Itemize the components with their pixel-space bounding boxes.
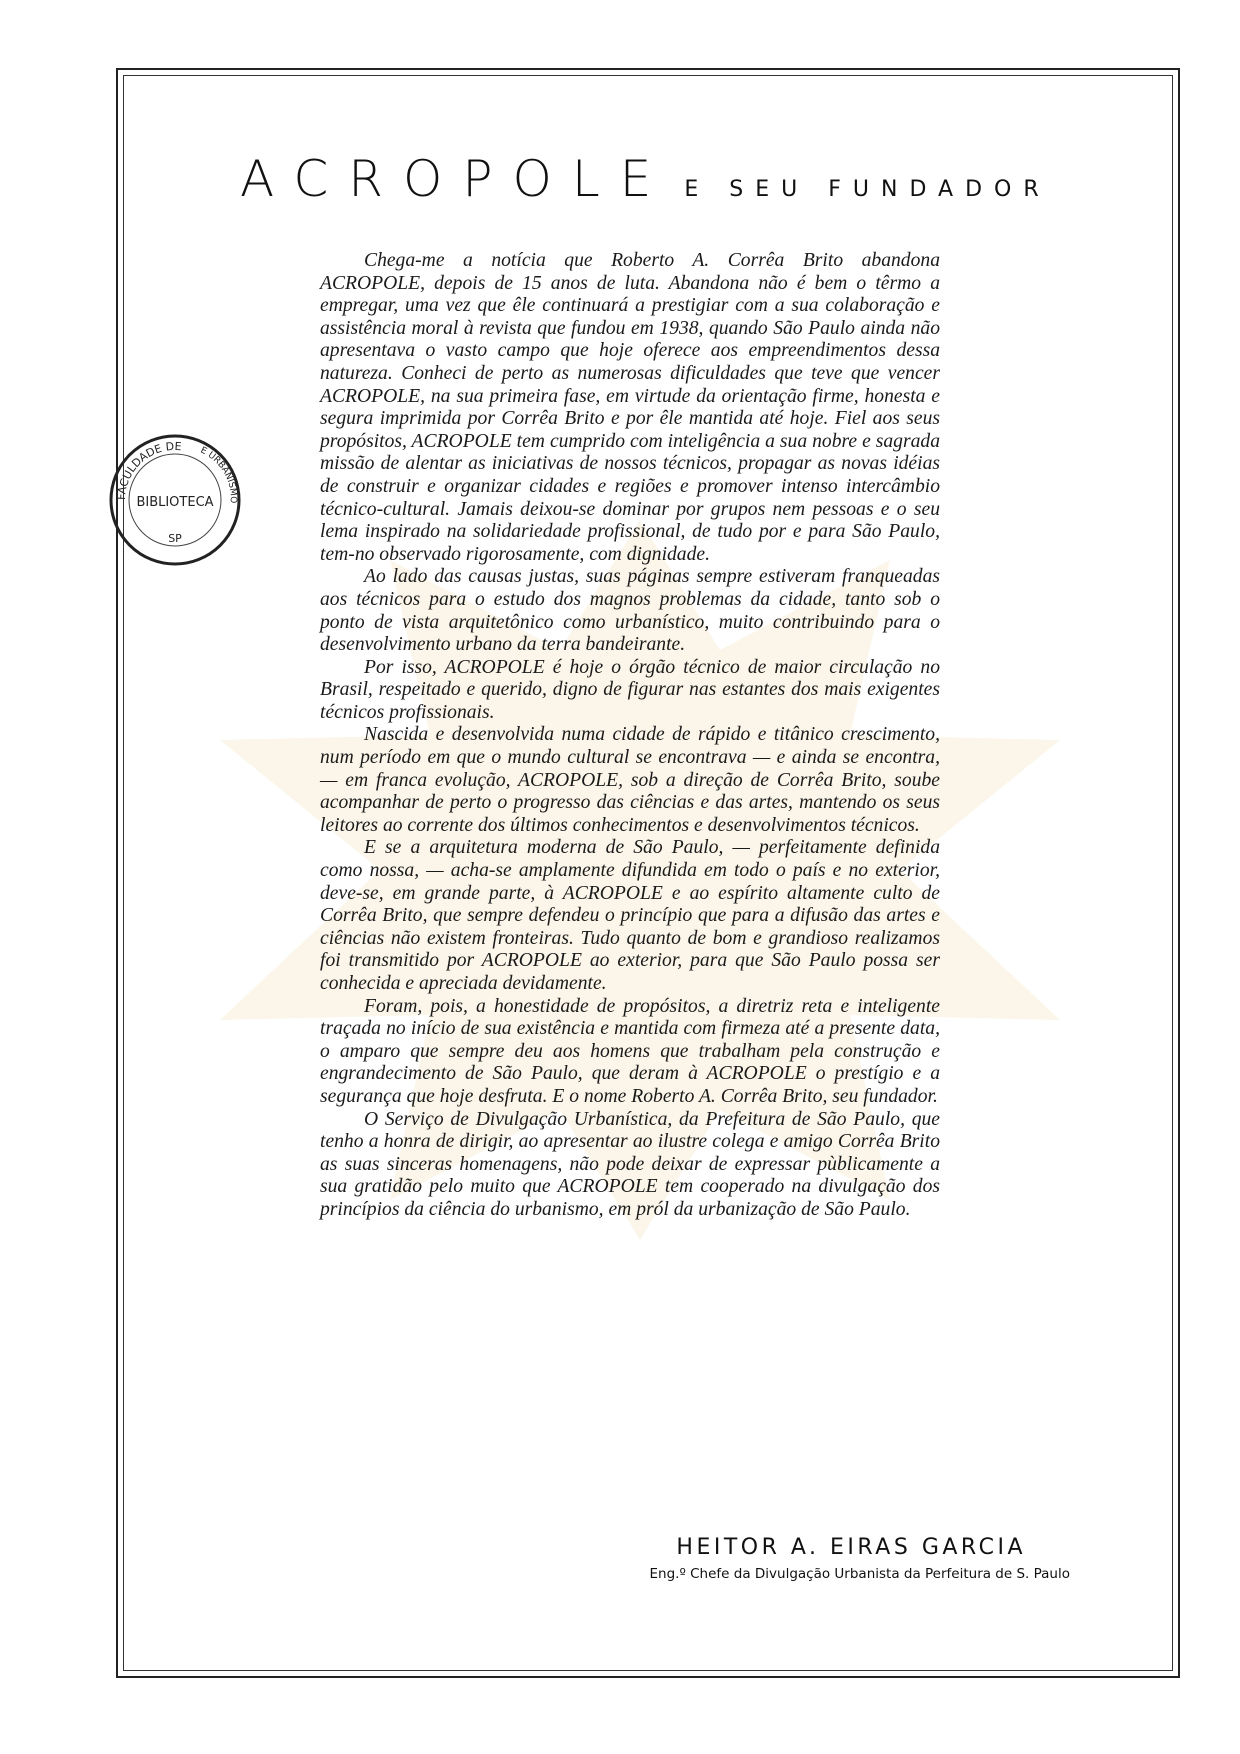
article-paragraph: Nascida e desenvolvida numa cidade de rápido e titânico crescimento, num período em que o mundo cultural se encontrava — e ainda se encontra, — em franca evolução, ACROPOLE, sob a direção de Corrêa Brito, soube acompanhar de perto o progresso das ciências e das artes, mantendo os seus leitores ao corrente dos últimos conhecimentos e desenvolvimentos técnicos. <box>320 724 940 836</box>
title-sub: E SEU FUNDADOR <box>684 177 1051 202</box>
signature-role: Eng.º Chefe da Divulgação Urbanista da Perfeitura de S. Paulo <box>649 1566 1070 1582</box>
page-title <box>240 150 1051 208</box>
stamp-top-text: FACULDADE DE <box>114 439 182 501</box>
article-paragraph: Ao lado das causas justas, suas páginas sempre estiveram franqueadas aos técnicos para o estudo dos magnos problemas da cidade, tanto sob o ponto de vista arquitetônico como urbanístico, muito contribuindo para o desenvolvimento urbano da terra bandeirante. <box>320 566 940 656</box>
signature-block <box>560 1535 1070 1582</box>
stamp-center-text: BIBLIOTECA <box>136 495 214 510</box>
signature-name: HEITOR A. EIRAS GARCIA <box>676 1535 1026 1560</box>
library-stamp <box>105 430 245 570</box>
title-main: ACROPOLE <box>240 150 672 208</box>
stamp-bottom-text: SP <box>168 532 182 545</box>
article-paragraph: E se a arquitetura moderna de São Paulo, — perfeitamente definida como nossa, — acha-se amplamente difundida em todo o país e no exterior, deve-se, em grande parte, à ACROPOLE e ao espírito altamente culto de Corrêa Brito, que sempre defendeu o princípio que para a difusão das artes e ciências não existem fronteiras. Tudo quanto de bom e grandioso realizamos foi transmitido por ACROPOLE ao exterior, para que São Paulo possa ser conhecida e apreciada devidamente. <box>320 837 940 994</box>
article-body <box>320 250 940 1222</box>
article-paragraph: O Serviço de Divulgação Urbanística, da Prefeitura de São Paulo, que tenho a honra de dirigir, ao apresentar ao ilustre colega e amigo Corrêa Brito as suas sinceras homenagens, não pode deixar de expressar pùblicamente a sua gratidão pelo muito que ACROPOLE tem cooperado na divulgação dos princípios da ciência do urbanismo, em pról da urbanização de São Paulo. <box>320 1108 940 1220</box>
article-paragraph: Por isso, ACROPOLE é hoje o órgão técnico de maior circulação no Brasil, respeitado e querido, digno de figurar nas estantes dos mais exigentes técnicos profissionais. <box>320 656 940 723</box>
article-paragraph: Foram, pois, a honestidade de propósitos, a diretriz reta e inteligente traçada no início de sua existência e mantida com firmeza até a presente data, o amparo que sempre deu aos homens que trabalham pela construção e engrandecimento de São Paulo, que deram à ACROPOLE o prestígio e a segurança que hoje desfruta. E o nome Roberto A. Corrêa Brito, seu fundador. <box>320 995 940 1107</box>
article-paragraph: Chega-me a notícia que Roberto A. Corrêa Brito abandona ACROPOLE, depois de 15 anos de luta. Abandona não é bem o têrmo a empregar, uma vez que êle continuará a prestigiar com a sua colaboração e assistência moral à revista que fundou em 1938, quando São Paulo ainda não apresentava o vasto campo que hoje oferece aos empreendimentos dessa natureza. Conheci de perto as numerosas dificuldades que teve que vencer ACROPOLE, na sua primeira fase, em virtude da orientação firme, honesta e segura imprimida por Corrêa Brito e por êle mantida até hoje. Fiel aos seus propósitos, ACROPOLE tem cumprido com inteligência a sua nobre e sagrada missão de alentar as iniciativas de nossos técnicos, propagar as novas idéias de construir e organizar cidades e regiões e promover intenso intercâmbio técnico-cultural. Jamais deixou-se dominar por grupos nem pessoas e o seu lema inspirado na solidariedade profissional, de tudo por e para São Paulo, tem-no observado rigorosamente, com dignidade. <box>320 250 940 565</box>
stamp-right-text: E URBANISMO <box>198 445 238 504</box>
